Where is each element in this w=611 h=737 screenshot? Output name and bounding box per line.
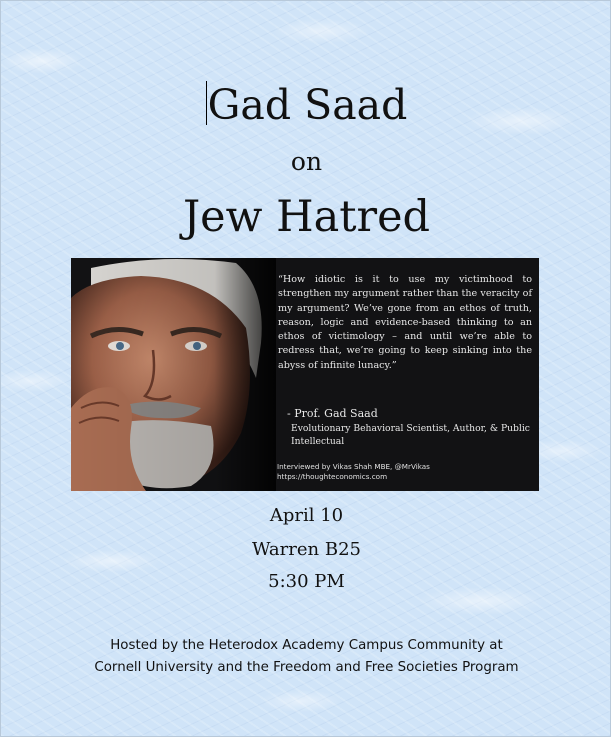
interview-credit xyxy=(277,462,430,482)
topic-title: Jew Hatred xyxy=(182,192,431,242)
credit-line: Interviewed by Vikas Shah MBE, @MrVikas xyxy=(277,462,430,471)
connector-word: on xyxy=(290,147,323,176)
event-location: Warren B25 xyxy=(252,539,361,560)
host-line: Cornell University and the Freedom and Free Societies Program xyxy=(94,660,519,675)
speaker-name: Gad Saad xyxy=(207,81,408,129)
event-date: April 10 xyxy=(269,505,344,526)
quote-attribution: - Prof. Gad Saad xyxy=(287,407,378,420)
speaker-title xyxy=(1,79,611,131)
host-line: Hosted by the Heterodox Academy Campus Community at xyxy=(110,638,503,653)
quote-text: “How idiotic is it to use my victimhood to strengthen my argument rather than the veracity of my argument? We’ve gone from an ethos of truth, reason, logic and evidence-based thinking to an ethos of victimology – and until we’re able to redress that, we’re going to keep sinking into the abyss of infinite lunacy.” xyxy=(278,274,532,371)
event-time: 5:30 PM xyxy=(268,571,345,592)
speaker-quote-image xyxy=(71,258,539,491)
text-cursor xyxy=(206,81,207,125)
host-info xyxy=(1,635,611,679)
speaker-portrait xyxy=(71,258,276,491)
credit-url: https://thoughteconomics.com xyxy=(277,472,388,481)
attribution-role: Evolutionary Behavioral Scientist, Author, & Public Intellectual xyxy=(291,423,530,447)
